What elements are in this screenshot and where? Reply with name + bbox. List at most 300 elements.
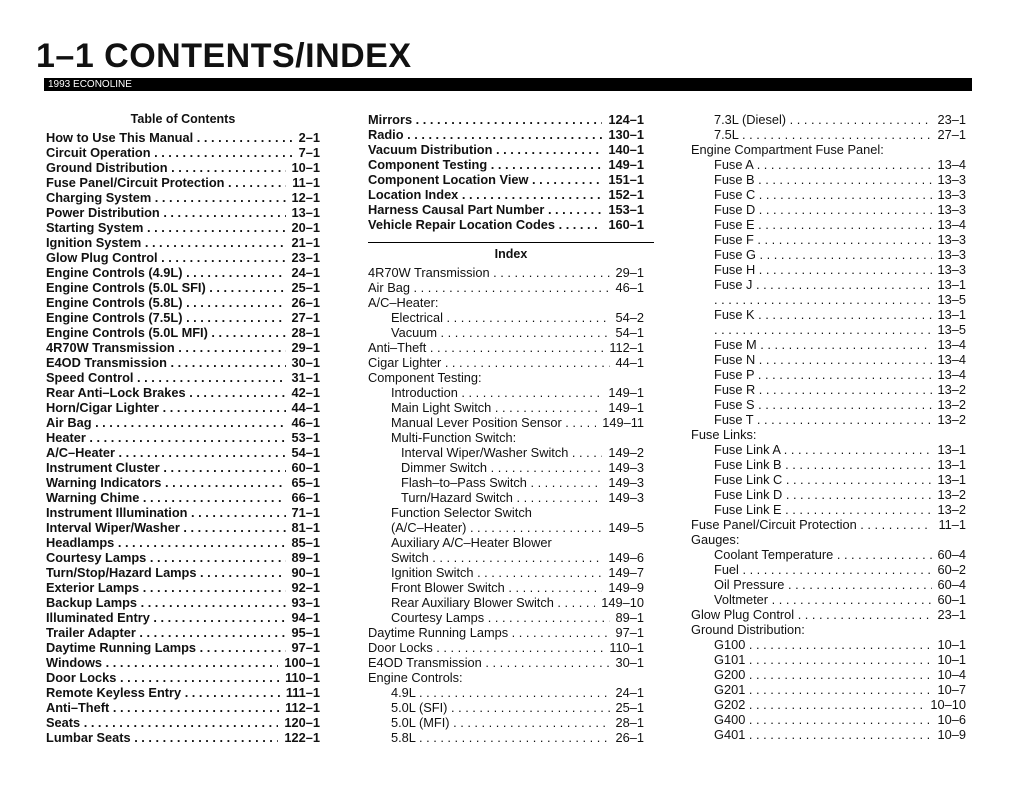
entry-page: 53–1: [288, 430, 320, 445]
entry-label: [46, 130, 293, 145]
list-item: [368, 127, 644, 142]
dot-leader: [46, 580, 286, 595]
entry-page: 13–4: [934, 337, 966, 352]
entry-label-text: Starting System: [46, 220, 144, 235]
dot-leader: [46, 295, 286, 310]
entry-page: 20–1: [288, 220, 320, 235]
dot-leader: [368, 700, 610, 715]
list-item: [691, 187, 966, 202]
entry-label: [391, 430, 516, 445]
entry-label: [368, 625, 610, 640]
entry-label-text: Engine Controls (4.9L): [46, 265, 183, 280]
dot-leader: [46, 505, 286, 520]
index-heading: Index: [494, 247, 528, 261]
entry-label: [714, 487, 932, 502]
entry-page: 26–1: [288, 295, 320, 310]
entry-label: [691, 622, 805, 637]
entry-page: 10–6: [934, 712, 966, 727]
entry-page: 120–1: [280, 715, 320, 730]
dot-leader: [691, 562, 932, 577]
dot-leader: [691, 337, 932, 352]
entry-label-text: Fuse P: [714, 367, 755, 382]
entry-label-text: Engine Controls (5.8L): [46, 295, 183, 310]
index-column-2: [691, 112, 966, 742]
entry-page: 149–7: [604, 565, 644, 580]
entry-page: 65–1: [288, 475, 320, 490]
list-item: [368, 535, 644, 550]
entry-page: 149–9: [604, 580, 644, 595]
dot-leader: [691, 517, 932, 532]
list-item: [368, 550, 644, 565]
entry-label-text: Fuse G: [714, 247, 756, 262]
entry-page: 13–4: [934, 157, 966, 172]
dot-leader: [368, 490, 602, 505]
list-item: [46, 385, 320, 400]
entry-label: [714, 322, 932, 337]
entry-label: [714, 577, 932, 592]
dot-leader: [46, 190, 286, 205]
entry-page: 24–1: [612, 685, 644, 700]
list-item: [691, 472, 966, 487]
entry-label-text: Radio: [368, 127, 404, 142]
list-item: [691, 517, 966, 532]
dot-leader: [691, 547, 932, 562]
dot-leader: [46, 385, 286, 400]
list-item: [46, 460, 320, 475]
entry-label: [391, 730, 610, 745]
entry-page: 10–10: [926, 697, 966, 712]
dot-leader: [46, 475, 286, 490]
dot-leader: [368, 685, 610, 700]
entry-label: [391, 715, 610, 730]
list-item: [691, 427, 966, 442]
entry-label: [46, 265, 286, 280]
entry-page: 110–1: [605, 640, 644, 655]
list-item: [46, 670, 320, 685]
list-item: [368, 685, 644, 700]
dot-leader: [368, 730, 610, 745]
entry-label: [46, 490, 286, 505]
dot-leader: [368, 640, 603, 655]
entry-page: 13–2: [934, 397, 966, 412]
entry-page: 93–1: [288, 595, 320, 610]
entry-page: 13–2: [934, 382, 966, 397]
list-item: [368, 355, 644, 370]
entry-label-text: Circuit Operation: [46, 145, 151, 160]
entry-page: 60–4: [934, 577, 966, 592]
entry-label-text: Courtesy Lamps: [391, 610, 485, 625]
entry-page: 44–1: [288, 400, 320, 415]
list-item: [691, 727, 966, 742]
dot-leader: [691, 112, 932, 127]
list-item: [691, 682, 966, 697]
index-list-2: [691, 112, 966, 742]
entry-label: [46, 145, 293, 160]
list-item: [691, 367, 966, 382]
entry-label-text: Rear Auxiliary Blower Switch: [391, 595, 554, 610]
list-item: [691, 352, 966, 367]
entry-label: [714, 412, 932, 427]
list-item: [46, 160, 320, 175]
entry-label-text: Main Light Switch: [391, 400, 492, 415]
entry-label: [391, 400, 602, 415]
list-item: [368, 202, 644, 217]
entry-page: 149–6: [604, 550, 644, 565]
list-item: [691, 397, 966, 412]
dot-leader: [46, 520, 286, 535]
list-item: [691, 232, 966, 247]
entry-label-text: E4OD Transmission: [368, 655, 482, 670]
dot-leader: [368, 217, 602, 232]
entry-page: 13–1: [288, 205, 320, 220]
entry-page: 10–1: [934, 652, 966, 667]
entry-label-text: 4R70W Transmission: [368, 265, 490, 280]
entry-page: 13–3: [934, 187, 966, 202]
dot-leader: [368, 415, 596, 430]
entry-label: [368, 217, 602, 232]
entry-label: [391, 505, 532, 520]
dot-leader: [46, 310, 286, 325]
entry-page: 13–3: [934, 232, 966, 247]
entry-label-text: Engine Compartment Fuse Panel:: [691, 142, 884, 157]
entry-page: 13–1: [934, 442, 966, 457]
entry-label: [391, 310, 610, 325]
entry-page: 89–1: [288, 550, 320, 565]
entry-label-text: Power Distribution: [46, 205, 160, 220]
dot-leader: [46, 130, 293, 145]
entry-page: 149–2: [604, 445, 644, 460]
dot-leader: [46, 235, 286, 250]
entry-page: 140–1: [604, 142, 644, 157]
entry-label: [714, 217, 932, 232]
list-item: [368, 715, 644, 730]
entry-label: [46, 220, 286, 235]
list-item: [368, 310, 644, 325]
list-item: [368, 565, 644, 580]
list-item: [691, 262, 966, 277]
entry-label: [46, 475, 286, 490]
entry-label-text: Fuse Link C: [714, 472, 783, 487]
dot-leader: [368, 430, 642, 445]
entry-page: 30–1: [612, 655, 644, 670]
list-item: [368, 325, 644, 340]
dot-leader: [691, 577, 932, 592]
entry-label: [714, 367, 932, 382]
entry-label-text: Door Locks: [368, 640, 433, 655]
entry-label: [46, 325, 286, 340]
entry-label-text: Fuse F: [714, 232, 754, 247]
entry-label-text: Fuse J: [714, 277, 753, 292]
list-item: [368, 370, 644, 385]
page-title: 1–1 CONTENTS/INDEX: [36, 37, 412, 75]
list-item: [691, 622, 966, 637]
entry-label: [46, 685, 280, 700]
entry-label: [391, 385, 602, 400]
entry-page: 10–9: [934, 727, 966, 742]
entry-label-text: Fuse A: [714, 157, 754, 172]
dot-leader: [691, 472, 932, 487]
list-item: [368, 430, 644, 445]
dot-leader: [691, 202, 932, 217]
list-item: [691, 457, 966, 472]
entry-page: 28–1: [612, 715, 644, 730]
entry-label-text: Warning Indicators: [46, 475, 162, 490]
entry-label: [391, 565, 602, 580]
entry-label-text: Fuse T: [714, 412, 754, 427]
entry-label-text: Manual Lever Position Sensor: [391, 415, 562, 430]
dot-leader: [691, 232, 932, 247]
entry-label-text: Trailer Adapter: [46, 625, 136, 640]
entry-page: 12–1: [288, 190, 320, 205]
list-item: [46, 220, 320, 235]
list-item: [368, 217, 644, 232]
entry-label: [714, 457, 932, 472]
list-item: [46, 250, 320, 265]
dot-leader: [691, 532, 964, 547]
entry-label-text: Daytime Running Lamps: [368, 625, 509, 640]
dot-leader: [691, 382, 932, 397]
list-item: [46, 505, 320, 520]
entry-page: 112–1: [281, 700, 320, 715]
list-item: [691, 637, 966, 652]
entry-label-text: Mirrors: [368, 112, 413, 127]
entry-label: [691, 517, 932, 532]
dot-leader: [368, 157, 602, 172]
dot-leader: [46, 685, 280, 700]
list-item: [691, 142, 966, 157]
entry-label-text: (A/C–Heater): [391, 520, 467, 535]
entry-label: [401, 460, 602, 475]
dot-leader: [46, 145, 293, 160]
dot-leader: [691, 217, 932, 232]
dot-leader: [46, 325, 286, 340]
entry-page: 10–4: [934, 667, 966, 682]
entry-label: [691, 532, 739, 547]
entry-page: 149–3: [604, 490, 644, 505]
entry-label-text: Vacuum Distribution: [368, 142, 493, 157]
list-item: [691, 532, 966, 547]
entry-label-text: Glow Plug Control: [691, 607, 795, 622]
vehicle-subtitle: 1993 ECONOLINE: [48, 79, 132, 90]
entry-label: [714, 547, 932, 562]
entry-label-text: Horn/Cigar Lighter: [46, 400, 160, 415]
list-item: [691, 712, 966, 727]
entry-label-text: Fuse K: [714, 307, 755, 322]
entry-label: [46, 625, 286, 640]
entry-page: 23–1: [934, 607, 966, 622]
dot-leader: [46, 175, 286, 190]
entry-label: [46, 280, 286, 295]
entry-label-text: Fuse Panel/Circuit Protection: [46, 175, 225, 190]
entry-page: 13–2: [934, 502, 966, 517]
entry-page: 13–5: [934, 322, 966, 337]
dot-leader: [691, 607, 932, 622]
entry-label-text: Air Bag: [368, 280, 410, 295]
header-bar: [44, 78, 972, 91]
list-item: [46, 475, 320, 490]
entry-label: [391, 700, 610, 715]
list-item: [368, 595, 644, 610]
list-item: [46, 295, 320, 310]
entry-label-text: Location Index: [368, 187, 459, 202]
entry-label-text: Fuse R: [714, 382, 756, 397]
entry-label: [368, 655, 610, 670]
index-column-1: [368, 112, 644, 745]
list-item: [368, 490, 644, 505]
entry-page: 13–3: [934, 262, 966, 277]
entry-label-text: Fuse Link B: [714, 457, 782, 472]
dot-leader: [368, 505, 642, 520]
entry-label-text: Fuse E: [714, 217, 755, 232]
entry-label: [714, 727, 932, 742]
dot-leader: [691, 142, 964, 157]
entry-page: 54–2: [612, 310, 644, 325]
entry-label-text: 5.8L: [391, 730, 416, 745]
entry-page: 124–1: [604, 112, 644, 127]
entry-label-text: Fuse Link D: [714, 487, 783, 502]
entry-label-text: Fuel: [714, 562, 739, 577]
entry-label: [368, 142, 602, 157]
list-item: [368, 172, 644, 187]
entry-page: 149–5: [604, 520, 644, 535]
entry-label-text: Harness Causal Part Number: [368, 202, 545, 217]
list-item: [46, 625, 320, 640]
list-item: [46, 640, 320, 655]
dot-leader: [46, 415, 286, 430]
dot-leader: [46, 265, 286, 280]
list-item: [46, 280, 320, 295]
entry-label-text: G201: [714, 682, 746, 697]
entry-page: 97–1: [612, 625, 644, 640]
entry-label-text: Engine Controls (5.0L SFI): [46, 280, 206, 295]
list-item: [368, 187, 644, 202]
dot-leader: [368, 580, 602, 595]
list-item: [46, 310, 320, 325]
dot-leader: [691, 412, 932, 427]
dot-leader: [691, 487, 932, 502]
entry-label-text: 7.3L (Diesel): [714, 112, 787, 127]
entry-page: 112–1: [605, 340, 644, 355]
entry-page: 60–1: [934, 592, 966, 607]
entry-label-text: Fuse M: [714, 337, 757, 352]
entry-label-text: G202: [714, 697, 746, 712]
entry-label-text: Coolant Temperature: [714, 547, 834, 562]
entry-label: [46, 415, 286, 430]
entry-label: [46, 190, 286, 205]
entry-label-text: Fuse Links:: [691, 427, 757, 442]
entry-label: [368, 157, 602, 172]
entry-label: [46, 655, 278, 670]
index-divider: [368, 242, 654, 243]
entry-page: 44–1: [612, 355, 644, 370]
entry-page: 42–1: [288, 385, 320, 400]
entry-page: 13–5: [934, 292, 966, 307]
entry-page: 10–1: [288, 160, 320, 175]
entry-label-text: Cigar Lighter: [368, 355, 442, 370]
entry-page: 60–2: [934, 562, 966, 577]
entry-page: 81–1: [288, 520, 320, 535]
entry-label-text: Engine Controls:: [368, 670, 463, 685]
entry-label-text: Charging System: [46, 190, 152, 205]
list-item: [368, 280, 644, 295]
entry-page: 60–4: [934, 547, 966, 562]
entry-label: [368, 340, 603, 355]
entry-label-text: 5.0L (MFI): [391, 715, 450, 730]
entry-label: [714, 637, 932, 652]
entry-page: 130–1: [604, 127, 644, 142]
entry-label: [714, 277, 932, 292]
entry-label-text: Speed Control: [46, 370, 134, 385]
entry-label: [46, 445, 286, 460]
entry-label-text: A/C–Heater: [46, 445, 115, 460]
entry-page: 13–2: [934, 487, 966, 502]
list-item: [368, 340, 644, 355]
entry-label-text: Heater: [46, 430, 86, 445]
entry-label: [46, 400, 286, 415]
dot-leader: [368, 385, 602, 400]
dot-leader: [691, 277, 932, 292]
entry-label: [368, 670, 463, 685]
list-item: [46, 415, 320, 430]
entry-label-text: G401: [714, 727, 746, 742]
entry-page: 13–4: [934, 217, 966, 232]
entry-page: 13–1: [934, 457, 966, 472]
entry-label: [714, 712, 932, 727]
list-item: [368, 610, 644, 625]
entry-label-text: Fuse C: [714, 187, 756, 202]
dot-leader: [691, 127, 932, 142]
entry-label: [391, 535, 552, 550]
list-item: [691, 217, 966, 232]
dot-leader: [691, 682, 932, 697]
dot-leader: [46, 715, 278, 730]
list-item: [368, 655, 644, 670]
entry-label-text: Fuse Panel/Circuit Protection: [691, 517, 857, 532]
entry-label: [714, 382, 932, 397]
dot-leader: [46, 565, 286, 580]
entry-page: 97–1: [288, 640, 320, 655]
entry-label: [714, 187, 932, 202]
entry-label: [391, 595, 595, 610]
dot-leader: [46, 280, 286, 295]
entry-page: 2–1: [295, 130, 320, 145]
list-item: [46, 400, 320, 415]
entry-label-text: Fuse N: [714, 352, 756, 367]
entry-label: [46, 580, 286, 595]
list-item: [691, 337, 966, 352]
entry-label: [714, 697, 924, 712]
entry-label-text: Interval Wiper/Washer: [46, 520, 180, 535]
entry-label-text: Interval Wiper/Washer Switch: [401, 445, 569, 460]
entry-label-text: Turn/Stop/Hazard Lamps: [46, 565, 197, 580]
entry-label: [46, 715, 278, 730]
entry-page: 13–4: [934, 367, 966, 382]
entry-label-text: 4.9L: [391, 685, 416, 700]
list-item: [46, 580, 320, 595]
entry-label: [691, 607, 932, 622]
entry-label-text: Fuse D: [714, 202, 756, 217]
entry-label-text: Component Testing:: [368, 370, 482, 385]
list-item: [46, 565, 320, 580]
entry-page: 95–1: [288, 625, 320, 640]
dot-leader: [46, 400, 286, 415]
list-item: [368, 520, 644, 535]
list-item: [691, 577, 966, 592]
list-item: [691, 487, 966, 502]
list-item: [46, 340, 320, 355]
entry-label-text: Oil Pressure: [714, 577, 785, 592]
dot-leader: [368, 535, 642, 550]
